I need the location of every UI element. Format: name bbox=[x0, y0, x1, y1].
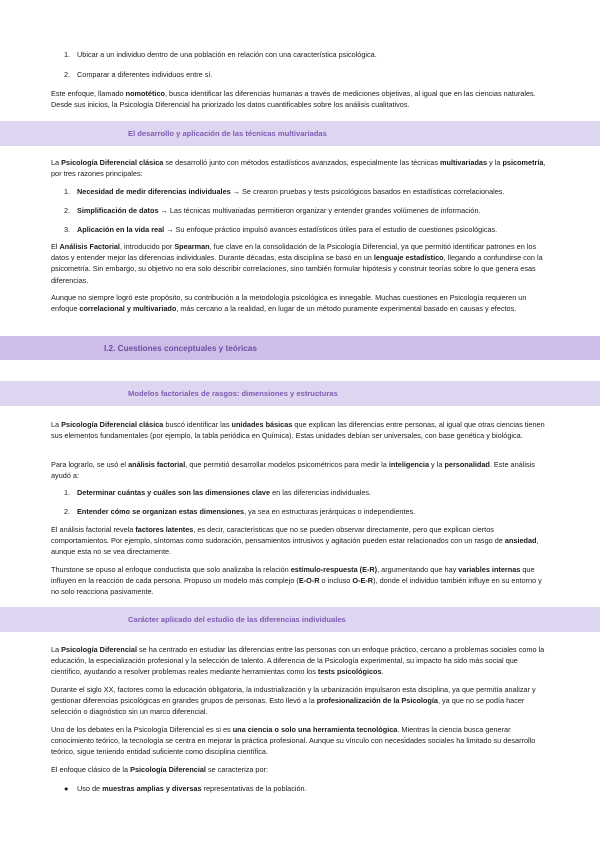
text: se desarrolló junto con métodos estadísticos avanzados, especialmente las técnicas bbox=[163, 158, 440, 167]
text: y la bbox=[429, 460, 445, 469]
text: Comparar a diferentes individuos entre sí. bbox=[77, 70, 213, 79]
text: . Este análisis ayudó a: bbox=[51, 460, 535, 481]
bold-text: estímulo-respuesta (E-R) bbox=[290, 565, 378, 574]
text: , que permitió desarrollar modelos psicométricos para medir la bbox=[185, 460, 389, 469]
text: en las diferencias individuales. bbox=[270, 488, 372, 497]
paragraph-debates bbox=[51, 724, 549, 758]
paragraph-factores-latentes bbox=[51, 524, 549, 558]
bullet-marker: ● bbox=[64, 784, 69, 793]
paragraph-aunque bbox=[51, 292, 549, 314]
text: que explican las diferencias entre personas, al igual que otras ciencias tienen sus elementos fundamentales (por ejemplo, la tabla periódica en Química). Estas unidades debían ser universales, con base genética y biológica. bbox=[51, 420, 545, 441]
bold-text: Psicología Diferencial clásica bbox=[61, 420, 164, 429]
bold-text: Simplificación de datos bbox=[77, 206, 159, 215]
text: , argumentando que hay bbox=[377, 565, 459, 574]
bold-text: Análisis Factorial bbox=[59, 242, 120, 251]
paragraph-analisis-factorial bbox=[51, 241, 549, 286]
paragraph-enfoque-practico bbox=[51, 644, 549, 678]
bold-text: factores latentes bbox=[135, 525, 194, 534]
text: buscó identificar las bbox=[163, 420, 232, 429]
list-item bbox=[64, 487, 562, 498]
text: El enfoque clásico de la bbox=[51, 765, 131, 774]
text: La bbox=[51, 158, 62, 167]
text: → Las técnicas multivariadas permitieron organizar y entender grandes volúmenes de información. bbox=[158, 206, 481, 215]
list-number: 2. bbox=[64, 70, 71, 79]
bold-text: profesionalización de la Psicología bbox=[316, 696, 438, 706]
text: ), donde el individuo también influye en su entorno y no solo reacciona pasivamente. bbox=[51, 576, 542, 597]
bold-text: ansiedad bbox=[504, 536, 537, 546]
bold-text: correlacional y multivariado bbox=[79, 304, 177, 314]
bold-text: inteligencia bbox=[388, 460, 430, 469]
section-heading: Modelos factoriales de rasgos: dimensiones y estructuras bbox=[128, 389, 338, 398]
text: Aunque no siempre logró este propósito, su contribución a la metodología psicológica es innegable. Muchas cuestiones en Psicología requieren un enfoque bbox=[51, 293, 527, 314]
list-item bbox=[64, 224, 562, 235]
bold-text: nomotético bbox=[125, 89, 165, 98]
bold-text: multivariadas bbox=[440, 158, 488, 167]
list-number: 2. bbox=[64, 507, 71, 516]
list-number: 1. bbox=[64, 488, 71, 497]
text: o incluso bbox=[319, 576, 353, 586]
list-number: 2. bbox=[64, 206, 71, 215]
text: Thurstone se opuso al enfoque conductista que solo analizaba la relación bbox=[51, 565, 291, 574]
bold-text: E-O-R bbox=[298, 576, 320, 586]
paragraph-para-lograrlo bbox=[51, 459, 549, 481]
text: . Mientras la ciencia busca generar conocimiento teórico, la tecnología se centra en mejorar la práctica profesional. Aunque su vínculo con necesidades sociales ha limitado su desarrollo teórico, sigue teniendo entidad suficiente como disciplina científica. bbox=[51, 725, 536, 757]
list-number: 3. bbox=[64, 225, 71, 234]
bold-text: Aplicación en la vida real bbox=[77, 225, 165, 234]
text: → Se crearon pruebas y tests psicológicos basados en estadísticas correlacionales. bbox=[230, 187, 505, 196]
list-number: 1. bbox=[64, 187, 71, 196]
bold-text: O-E-R bbox=[352, 576, 374, 586]
text: , más cercano a la realidad, en lugar de un método puramente experimental basado en causas y efectos. bbox=[176, 304, 517, 314]
text: , llegando a confundirse con la psicometría. Sin embargo, su objetivo no era solo describir correlaciones, sino también formular hipótesis y construir teorías sobre lo que genera esas diferencias. bbox=[51, 253, 543, 285]
section-heading-bar bbox=[0, 121, 600, 146]
paragraph-thurstone bbox=[51, 564, 549, 598]
list-item bbox=[64, 49, 562, 60]
text: El bbox=[51, 242, 60, 251]
bullet-item bbox=[64, 783, 562, 794]
bold-text: personalidad bbox=[444, 460, 490, 469]
bold-text: Psicología Diferencial bbox=[130, 765, 206, 774]
text: , ya que no se podía hacer selección o diagnóstico sin un marco diferencial. bbox=[51, 696, 525, 717]
section-heading: Carácter aplicado del estudio de las diferencias individuales bbox=[128, 615, 346, 624]
text: Durante el siglo XX, factores como la educación obligatoria, la industrialización y la urbanización impulsaron esta disciplina, ya que permitía analizar y gestionar diferencias psicológicas en grandes grupos de personas. Esto llevó a la bbox=[51, 685, 536, 706]
text: se caracteriza por: bbox=[205, 765, 269, 774]
text: se ha centrado en estudiar las diferencias entre las personas con un enfoque práctico, cercano a problemas sociales como la educación, la especialización profesional y la selección de talento. A diferencia de la Psicología experimental, su impacto ha sido más social que científico, ayudando a resolver problemas reales mediante herramientas como los bbox=[51, 645, 545, 677]
paragraph-unidades bbox=[51, 419, 549, 441]
text: y la bbox=[487, 158, 503, 167]
paragraph-clasica bbox=[51, 157, 549, 179]
bold-text: Entender cómo se organizan estas dimensiones bbox=[77, 507, 245, 516]
text: , busca identificar las diferencias humanas a través de mediciones objetivas, al igual que en las ciencias naturales. Desde sus inicios, la Psicología Diferencial ha priorizado los datos cuantificables sobre los análisis cualitativos. bbox=[51, 89, 536, 110]
bold-text: muestras amplias y diversas bbox=[102, 784, 202, 793]
bold-text: psicometría bbox=[502, 158, 544, 167]
text: La bbox=[51, 645, 62, 654]
bold-text: análisis factorial bbox=[128, 460, 186, 469]
text: Este enfoque, llamado bbox=[51, 89, 126, 98]
text: Uno de los debates en la Psicología Diferencial es si es bbox=[51, 725, 233, 734]
text: , por tres razones principales: bbox=[51, 158, 546, 179]
bold-text: tests psicológicos bbox=[317, 667, 382, 677]
text: , introducido por bbox=[119, 242, 175, 251]
section-heading: El desarrollo y aplicación de las técnicas multivariadas bbox=[128, 129, 327, 138]
text: El análisis factorial revela bbox=[51, 525, 136, 534]
bold-text: Necesidad de medir diferencias individuales bbox=[77, 187, 231, 196]
section-heading-bar bbox=[0, 607, 600, 632]
text: , aunque esta no se vea directamente. bbox=[51, 536, 539, 557]
bold-text: Psicología Diferencial clásica bbox=[61, 158, 164, 167]
bold-text: unidades básicas bbox=[231, 420, 293, 429]
list-item bbox=[64, 205, 562, 216]
text: Para lograrlo, se usó el bbox=[51, 460, 129, 469]
paragraph-enfoque-clasico bbox=[51, 764, 549, 775]
paragraph-nomotetico bbox=[51, 88, 549, 110]
bold-text: Psicología Diferencial bbox=[61, 645, 137, 654]
bold-text: Spearman bbox=[174, 242, 210, 251]
section-heading-bar bbox=[0, 381, 600, 406]
text: que influyen en la reacción de cada persona. Propuso un modelo más complejo ( bbox=[51, 565, 535, 586]
text: Ubicar a un individuo dentro de una población en relación con una característica psicológica. bbox=[77, 50, 377, 59]
chapter-heading-bar bbox=[0, 336, 600, 360]
text: , es decir, características que no se pueden observar directamente, pero que explican ciertos comportamientos. Por ejemplo, síntomas como sudoración, pensamientos intrusivos y agitación pueden estar relacionados con un rasgo de bbox=[51, 525, 505, 546]
text: , ya sea en estructuras jerárquicas o independientes. bbox=[244, 507, 416, 516]
list-item bbox=[64, 69, 562, 80]
text: representativas de la población. bbox=[201, 784, 307, 793]
bold-text: Determinar cuántas y cuáles son las dimensiones clave bbox=[77, 488, 271, 497]
chapter-heading: I.2. Cuestiones conceptuales y teóricas bbox=[104, 343, 257, 353]
bold-text: variables internas bbox=[458, 565, 521, 574]
text: , fue clave en la consolidación de la Psicología Diferencial, ya que permitió identificar patrones en los datos y entender mejor las diferencias individuales. Durante décadas, esta disciplina se basó en un bbox=[51, 242, 537, 263]
list-item bbox=[64, 186, 562, 197]
list-number: 1. bbox=[64, 50, 71, 59]
text: Uso de bbox=[77, 784, 103, 793]
bold-text: una ciencia o solo una herramienta tecnológica bbox=[232, 725, 398, 734]
text: . bbox=[381, 667, 384, 677]
list-item bbox=[64, 506, 562, 517]
paragraph-siglo-xx bbox=[51, 684, 549, 718]
text: La bbox=[51, 420, 62, 429]
bold-text: lenguaje estadístico bbox=[373, 253, 444, 263]
text: → Su enfoque práctico impulsó avances estadísticos útiles para el estudio de cuestiones psicológicas. bbox=[164, 225, 498, 234]
